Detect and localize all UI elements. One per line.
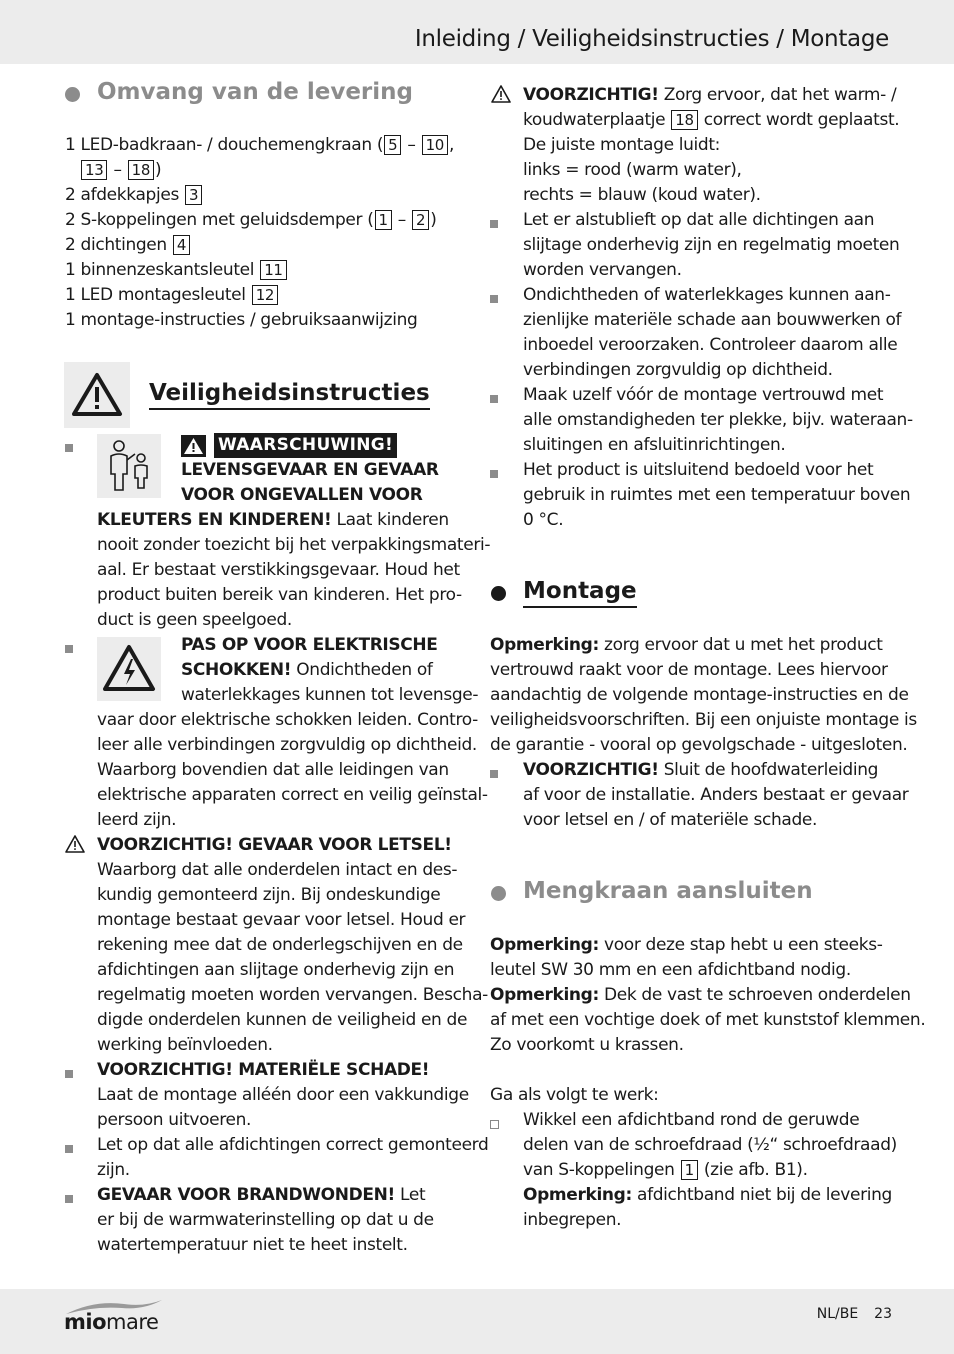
footer-meta — [817, 1306, 892, 1322]
kids-warning-line-6: product buiten bereik van kinderen. Het pro- — [97, 585, 462, 605]
part-number-box: 1 — [681, 1160, 698, 1180]
part-number-box: 12 — [252, 285, 278, 305]
bullet-icon — [490, 470, 498, 478]
part-number-box: 10 — [422, 135, 448, 155]
seals-note-line-2: zijn. — [97, 1160, 130, 1180]
page-header-title: Inleiding / Veiligheidsinstructies / Montage — [414, 26, 889, 52]
part-number-box: 18 — [128, 160, 154, 180]
section-title-veiligheid: Veiligheidsinstructies — [149, 380, 430, 410]
delivery-item-1-cont: 13 – 18 ) — [80, 158, 161, 183]
delivery-item-2: 2 afdekkapjes 3 — [65, 183, 203, 208]
child-hazard-icon — [97, 434, 161, 498]
part-number-box: 3 — [185, 185, 202, 205]
part-number-box: 2 — [412, 210, 429, 230]
kids-warning-line-4: nooit zonder toezicht bij het verpakkingsmateri- — [97, 535, 491, 555]
injury-warning-line-3: kundig gemonteerd zijn. Bij ondeskundige — [97, 885, 441, 905]
plate-caution-line-2: koudwaterplaatje 18 correct wordt geplaatst. — [523, 110, 900, 130]
water-shutoff-line-1: VOORZICHTIG! Sluit de hoofdwaterleiding — [523, 760, 879, 780]
injury-warning-line-8: digde onderdelen kunnen de veiligheid en de — [97, 1010, 468, 1030]
section-bullet-icon — [491, 886, 506, 901]
header-bar — [0, 0, 954, 64]
water-shutoff-line-2: af voor de installatie. Anders bestaat er gevaar — [523, 785, 909, 805]
material-damage-line-3: persoon uitvoeren. — [97, 1110, 252, 1130]
step-line-3: van S-koppelingen 1 (zie afb. B1). — [523, 1160, 808, 1180]
caution-triangle-icon — [64, 834, 86, 854]
step-line-1: Wikkel een afdichtband rond de geruwde — [523, 1110, 860, 1130]
material-damage-line-1: VOORZICHTIG! MATERIËLE SCHADE! — [97, 1060, 430, 1080]
leak-damage-line-2: zienlijke materiële schade aan bouwwerken of — [523, 310, 902, 330]
leak-damage-line-3: inboedel veroorzaken. Controleer daarom alle — [523, 335, 898, 355]
shock-warning-line-2: SCHOKKEN! Ondichtheden of — [181, 660, 433, 680]
plate-caution-line-1: VOORZICHTIG! Zorg ervoor, dat het warm- / — [523, 85, 897, 105]
leak-damage-line-1: Ondichtheden of waterlekkages kunnen aan- — [523, 285, 891, 305]
page-number: 23 — [874, 1306, 892, 1322]
injury-warning-line-5: rekening mee dat de onderlegschijven en de — [97, 935, 463, 955]
connect-intro-line: Ga als volgt te werk: — [490, 1085, 659, 1105]
bullet-icon — [65, 444, 73, 452]
familiarize-line-3: sluitingen en afsluitinrichtingen. — [523, 435, 786, 455]
warning-label-icon — [181, 435, 206, 457]
delivery-item-1: 1 LED-badkraan- / douchemengkraan ( 5 – 10 , — [65, 135, 455, 155]
burn-warning-line-3: watertemperatuur niet te heet instelt. — [97, 1235, 408, 1255]
bullet-icon — [65, 1195, 73, 1203]
kids-warning-line-2: VOOR ONGEVALLEN VOOR — [181, 485, 423, 505]
injury-warning-line-2: Waarborg dat alle onderdelen intact en des- — [97, 860, 458, 880]
delivery-item-3: 2 S-koppelingen met geluidsdemper ( 1 – 2 ) — [65, 210, 437, 230]
caution-triangle-icon — [490, 84, 512, 104]
section-title-mengkraan: Mengkraan aansluiten — [523, 878, 813, 904]
plate-caution-line-4: links = rood (warm water), — [523, 160, 742, 180]
injury-warning-line-1: VOORZICHTIG! GEVAAR VOOR LETSEL! — [97, 835, 452, 855]
seal-wear-line-1: Let er alstublieft op dat alle dichtingen aan — [523, 210, 875, 230]
bullet-icon — [65, 645, 73, 653]
shock-warning-line-3: waterlekkages kunnen tot levensge- — [181, 685, 479, 705]
montage-note-line-1: Opmerking: zorg ervoor dat u met het product — [490, 635, 883, 655]
part-number-box: 4 — [173, 235, 190, 255]
temperature-line-1: Het product is uitsluitend bedoeld voor het — [523, 460, 874, 480]
plate-caution-line-5: rechts = blauw (koud water). — [523, 185, 761, 205]
connect-note-line-1: Opmerking: voor deze stap hebt u een steeks- — [490, 935, 883, 955]
part-number-box: 18 — [671, 110, 697, 130]
connect-note-line-5: Zo voorkomt u krassen. — [490, 1035, 684, 1055]
injury-warning-line-7: regelmatig moeten worden vervangen. Bescha- — [97, 985, 488, 1005]
shock-warning-line-6: Waarborg bovendien dat alle leidingen van — [97, 760, 449, 780]
burn-warning-line-2: er bij de warmwaterinstelling op dat u de — [97, 1210, 434, 1230]
delivery-item-7: 1 montage-instructies / gebruiksaanwijzing — [65, 310, 418, 330]
kids-warning-line-1: LEVENSGEVAAR EN GEVAAR — [181, 460, 439, 480]
water-shutoff-line-3: voor letsel en / of materiële schade. — [523, 810, 818, 830]
connect-note-line-4: af met een vochtige doek of met kunststof klemmen. — [490, 1010, 926, 1030]
section-title-montage: Montage — [523, 578, 637, 608]
montage-note-line-5: de garantie - vooral op gevolgschade - uitgesloten. — [490, 735, 908, 755]
temperature-line-2: gebruik in ruimtes met een temperatuur boven — [523, 485, 911, 505]
part-number-box: 11 — [260, 260, 286, 280]
warning-label: WAARSCHUWING! — [214, 433, 397, 458]
material-damage-line-2: Laat de montage alléén door een vakkundige — [97, 1085, 469, 1105]
part-number-box: 13 — [81, 160, 107, 180]
section-title-omvang: Omvang van de levering — [97, 79, 413, 105]
electric-shock-icon — [97, 637, 161, 701]
step-line-4: Opmerking: afdichtband niet bij de levering — [523, 1185, 892, 1205]
bullet-icon — [490, 395, 498, 403]
step-checkbox-icon — [490, 1120, 499, 1129]
section-bullet-icon — [491, 586, 506, 601]
step-line-5: inbegrepen. — [523, 1210, 622, 1230]
shock-warning-line-4: vaar door elektrische schokken leiden. Contro- — [97, 710, 478, 730]
familiarize-line-2: alle omstandigheden ter plekke, bijv. wateraan- — [523, 410, 913, 430]
leak-damage-line-4: verbindingen zorgvuldig op dichtheid. — [523, 360, 833, 380]
part-number-box: 1 — [375, 210, 392, 230]
bullet-icon — [490, 770, 498, 778]
language-code: NL/BE — [816, 1306, 859, 1322]
part-number-box: 5 — [384, 135, 401, 155]
bullet-icon — [490, 295, 498, 303]
plate-caution-line-3: De juiste montage luidt: — [523, 135, 721, 155]
bullet-icon — [490, 220, 498, 228]
montage-note-line-2: vertrouwd raakt voor de montage. Lees hiervoor — [490, 660, 888, 680]
section-bullet-icon — [65, 87, 80, 102]
shock-warning-line-7: elektrische apparaten correct en veilig geïnstal- — [97, 785, 488, 805]
shock-warning-line-5: leer alle verbindingen zorgvuldig op dichtheid. — [97, 735, 477, 755]
seals-note-line-1: Let op dat alle afdichtingen correct gemonteerd — [97, 1135, 489, 1155]
brand-logo: miomare — [64, 1310, 159, 1334]
injury-warning-line-4: montage bestaat gevaar voor letsel. Houd er — [97, 910, 466, 930]
bullet-icon — [65, 1145, 73, 1153]
kids-warning-line-7: duct is geen speelgoed. — [97, 610, 292, 630]
connect-note-line-3: Opmerking: Dek de vast te schroeven onderdelen — [490, 985, 911, 1005]
familiarize-line-1: Maak uzelf vóór de montage vertrouwd met — [523, 385, 884, 405]
delivery-item-5: 1 binnenzeskantsleutel 11 — [65, 258, 288, 283]
connect-note-line-2: leutel SW 30 mm en een afdichtband nodig. — [490, 960, 851, 980]
shock-warning-line-8: leerd zijn. — [97, 810, 177, 830]
montage-note-line-4: veiligheidsvoorschriften. Bij een onjuiste montage is — [490, 710, 917, 730]
seal-wear-line-3: worden vervangen. — [523, 260, 682, 280]
injury-warning-line-9: werking beïnvloeden. — [97, 1035, 273, 1055]
kids-warning-line-3: KLEUTERS EN KINDEREN! Laat kinderen — [97, 510, 449, 530]
injury-warning-line-6: afdichtingen aan slijtage onderhevig zijn en — [97, 960, 455, 980]
burn-warning-line-1: GEVAAR VOOR BRANDWONDEN! Let — [97, 1185, 426, 1205]
montage-note-line-3: aandachtig de volgende montage-instructies en de — [490, 685, 909, 705]
temperature-line-3: 0 °C. — [523, 510, 564, 530]
delivery-item-6: 1 LED montagesleutel 12 — [65, 283, 279, 308]
warning-triangle-icon — [64, 362, 130, 428]
kids-warning-line-5: aal. Er bestaat verstikkingsgevaar. Houd het — [97, 560, 460, 580]
delivery-item-4: 2 dichtingen 4 — [65, 233, 191, 258]
bullet-icon — [65, 1070, 73, 1078]
shock-warning-line-1: PAS OP VOOR ELEKTRISCHE — [181, 635, 438, 655]
seal-wear-line-2: slijtage onderhevig zijn en regelmatig moeten — [523, 235, 900, 255]
step-line-2: delen van de schroefdraad (½“ schroefdraad) — [523, 1135, 897, 1155]
